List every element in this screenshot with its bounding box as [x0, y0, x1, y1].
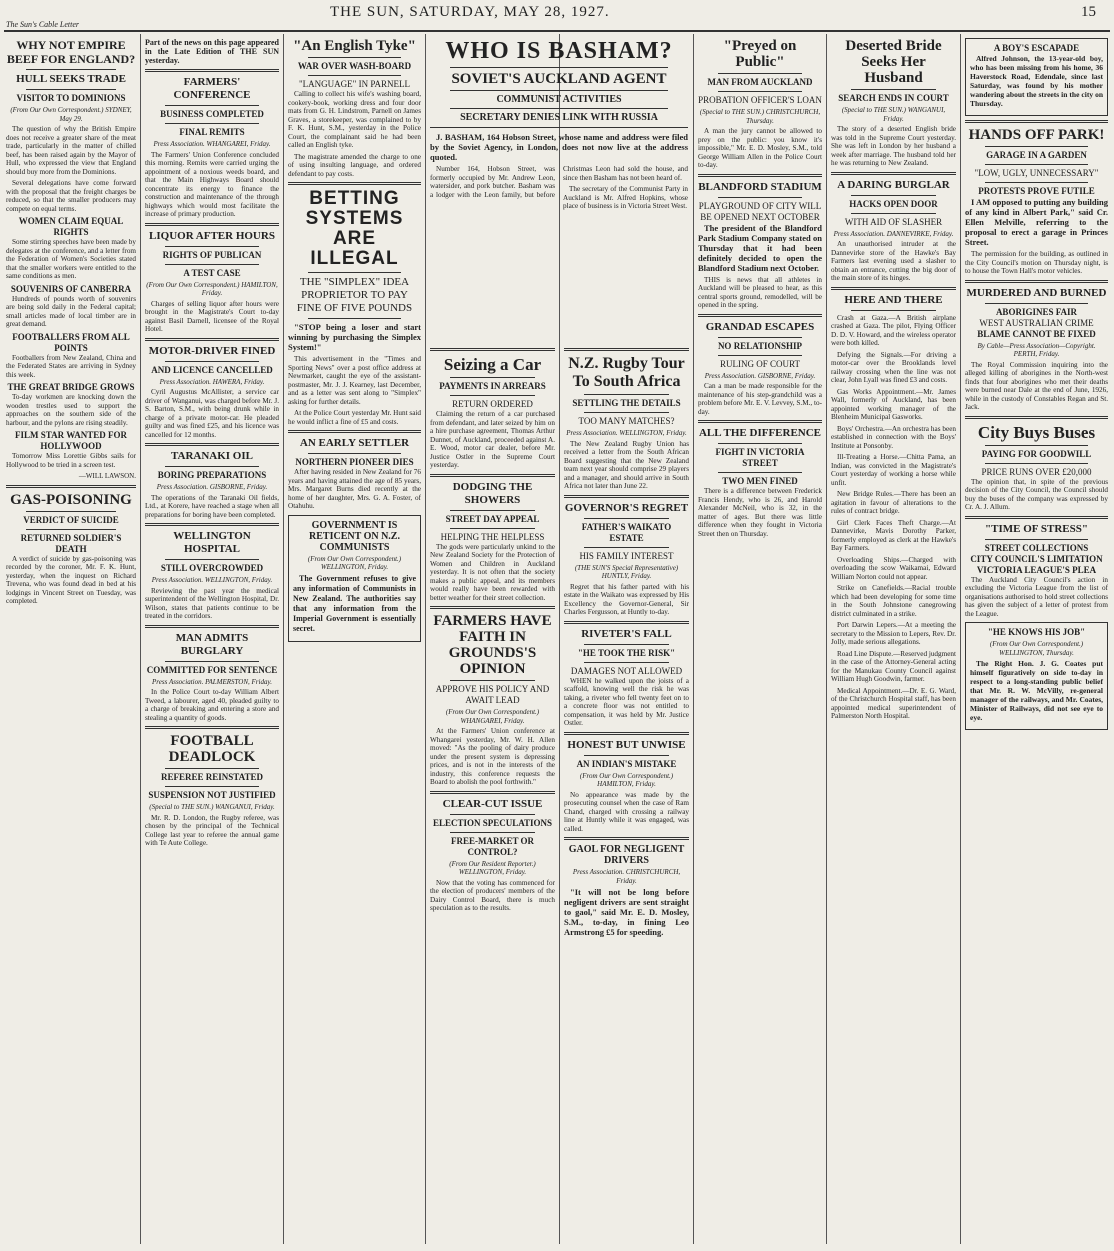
article-subheadline: HULL SEEKS TRADE — [16, 73, 126, 85]
article-subheadline: AND LICENCE CANCELLED — [151, 364, 273, 375]
article-paragraph: There is a difference between Frederick Francis Hendy, who is 26, and Harold Alexander McNeil, who is 32, in the matter of ages. But there was little difference when they fought in Victoria Street then on Thursday. — [698, 487, 822, 538]
article-paragraph: An unauthorised intruder at the Dannevirke store of the Hawke's Bay Farmers last evening used a slasher to obtain an entrance, cutting the big door of the main store of its hinges. — [831, 240, 956, 282]
article-headline: WHO IS BASHAM? — [445, 38, 673, 64]
news-brief: Strike on Canefields.—Racial trouble which had been developing for some time in the South Johnstone canegrowing district culminated in a strike. — [831, 584, 956, 618]
article-byline: Press Association. CHRISTCHURCH, Friday. — [572, 868, 681, 885]
article-paragraph: Charges of selling liquor after hours were brought in the Magistrate's Court to-day against Basil Darnell, licensee of the Royal Hotel. — [145, 299, 279, 333]
article-headline: LIQUOR AFTER HOURS — [149, 229, 275, 242]
masthead — [0, 0, 1114, 34]
article-paragraph: Tomorrow Miss Lorettie Gibbs sails for Hollywood to be tried in a screen test. — [6, 452, 136, 469]
article-subheadline: RULING OF COURT — [720, 358, 800, 369]
article-paragraph: Reviewing the past year the medical superintendent of the Wellington Hospital, Dr. Wilson, states that patients continue to be treated in the corridors. — [145, 586, 279, 620]
article-byline: (THE SUN'S Special Representative) HUNTLY, Friday. — [574, 563, 679, 580]
news-brief: Medical Appointment.—Dr. E. G. Ward, of the Christchurch Hospital staff, has been appointed medical superintendent of Palmerston North Hospital. — [831, 686, 956, 720]
article-paragraph: The magistrate amended the charge to one of using insulting language, and ordered defendant to pay costs. — [288, 152, 421, 178]
article-paragraph: A verdict of suicide by gas-poisoning was recorded by the coroner, Mr. F. K. Hunt, yesterday, when the inquest on Richard Trevena, who was found dead in bed at his lodgings in Vincent Street on Tuesday, was completed. — [6, 554, 136, 605]
article-paragraph: "It will not be long before negligent drivers are sent straight to gaol," said Mr. E. D. Mosley, S.M., to-day, in fining Leo Armstrong £5 for speeding. — [564, 887, 689, 937]
article-paragraph: At the Farmers' Union conference at Whangarei yesterday, Mr. W. H. Allen moved: "As the pooling of dairy produce under the present system is depressing prices, and is not in the interests of the industry, this conference requests the Board to abolish the pool forthwith." — [430, 727, 555, 786]
article-paragraph: THIS is news that all athletes in Auckland will be pleased to hear, as this central sports ground, remodelled, will be opened in the spring. — [698, 275, 822, 309]
article-paragraph: The Farmers' Union Conference concluded this morning. Remits were carried urging the appointment of a noxious weeds board, and that the Main Highways Board should concentrate its energy to finance the construction and maintenance of the through highways which would most facilitate the increase of primary production. — [145, 150, 279, 218]
article-lead: I AM opposed to putting any building of any kind in Albert Park," said Cr. Ellen Melville, referring to the proposal to erect a garage in Princes Street. — [965, 197, 1108, 247]
article-subheadline: RETURNED SOLDIER'S DEATH — [20, 532, 122, 554]
article-byline: (From Our Own Correspondent.) HAMILTON, Friday. — [146, 280, 278, 297]
article-headline: GOVERNOR'S REGRET — [564, 501, 689, 514]
basham-article — [430, 34, 688, 344]
article-byline: By Cable—Press Association—Copyright. PERTH, Friday. — [977, 341, 1096, 358]
article-paragraph: The Right Hon. J. G. Coates put himself figuratively on side to-day in respect to a long-standing public belief that Mr. R. W. McVilly, re-general manager of the railways, and Mr. Coates, Minister of Railways, did not see eye to eye. — [970, 659, 1103, 722]
article-subheadline: STREET COLLECTIONS — [984, 542, 1089, 553]
article-headline: WELLINGTON HOSPITAL — [173, 530, 251, 555]
article-paragraph: Some stirring speeches have been made by delegates at the conference, and a letter from the Federation of Women's Societies stated that the smaller workers were entitled to the same conditions as men. — [6, 238, 136, 280]
article-paragraph: Cyril Augustus McAllister, a service car driver of Wanganui, was charged before Mr. J. S. Barton, S.M., with being drunk while in charge of a private motor-car. He pleaded guilty and was fined £25, and his licence was cancelled for 12 months. — [145, 388, 279, 439]
news-brief: Overloading Ships.—Charged with overloading the scow Waikamai, Edward William Norton could not appear. — [831, 555, 956, 581]
column-5 — [564, 344, 689, 1244]
page-number: 15 — [1081, 4, 1096, 20]
article-paragraph: The secretary of the Communist Party in Auckland is Mr. Alfred Hopkins, whose place of business is in Victoria Street West. — [563, 185, 688, 210]
article-byline: (From Our Own Correspondent.) SYDNEY, May 29. — [10, 106, 132, 123]
article-byline: Press Association. WELLINGTON, Friday. — [566, 429, 687, 437]
news-brief: New Bridge Rules.—There has been an agitation in favour of alterations to the rules of contract bridge. — [831, 490, 956, 515]
article-paragraph: The Auckland City Council's action in excluding the Victoria League from the list of organisations authorised to hold street collections has given the subject of a letter of protest from the League. — [965, 575, 1108, 618]
article-paragraph: The story of a deserted English bride was told in the Supreme Court yesterday. She was left in London by her husband a week after marriage. The husband told her he was returning to New Zealand. — [831, 125, 956, 167]
article-headline: RIVETER'S FALL — [581, 627, 672, 640]
article-byline: (From Our Resident Reporter.) WELLINGTON, Friday. — [449, 859, 536, 876]
article-subheadline: SEARCH ENDS IN COURT — [838, 93, 949, 103]
article-subheadline: CITY COUNCIL'S LIMITATION — [970, 553, 1103, 564]
news-brief: Gas Works Appointment.—Mr. James Wall, formerly of Auckland, has been appointed working manager of the Blenheim Municipal Gasworks. — [831, 387, 956, 421]
article-headline: "HE KNOWS HIS JOB" — [987, 627, 1086, 637]
masthead-rule — [4, 30, 1110, 32]
article-subheadline: VICTORIA LEAGUE'S PLEA — [976, 564, 1097, 575]
article-paragraph: After having resided in New Zealand for 76 years and having attained the age of 85 years, Mrs. Margaret Burns died recently at the home of her daughter, Mrs. G. A. Foster, of Otahuhu. — [288, 468, 421, 510]
article-byline: (From Our Own Correspondent.) WELLINGTON, Friday. — [307, 554, 402, 571]
article-subheadline: PLAYGROUND OF CITY WILL BE OPENED NEXT OCTOBER — [698, 200, 822, 222]
article-headline: AN EARLY SETTLER — [299, 437, 410, 449]
article-subheadline: VERDICT OF SUICIDE — [23, 514, 119, 525]
article-byline: Press Association. DANNEVIRKE, Friday. — [833, 229, 954, 238]
article-subheadline: FREE-MARKET OR CONTROL? — [450, 835, 535, 857]
boy-escapade-box — [965, 38, 1108, 116]
article-headline: MOTOR-DRIVER FINED — [148, 344, 276, 357]
article-subheadline: DAMAGES NOT ALLOWED — [570, 665, 683, 676]
article-subheadline: THE "SIMPLEX" IDEA PROPRIETOR TO PAY FINE OF FIVE POUNDS — [296, 276, 413, 314]
column-divider — [826, 34, 827, 1244]
article-subheadline: WAR OVER WASH-BOARD — [297, 61, 412, 71]
news-brief: Defying the Signals.—For driving a motor-car over the Brooklands level railway crossing when the line was not clear, John Lyall was fined £3 and costs. — [831, 350, 956, 384]
article-headline: HERE AND THERE — [844, 293, 943, 306]
article-byline: (Special to THE SUN.) WANGANUI, Friday. — [149, 803, 275, 811]
article-lead: The president of the Blandford Park Stadium Company stated on Thursday that it had been definitely decided to open the Blandford Stadium next October. — [698, 222, 822, 273]
article-headline: TARANAKI OIL — [170, 450, 253, 462]
column-divider — [140, 34, 141, 1244]
edition-note: Part of the news on this page appeared in the Late Edition of THE SUN yesterday. — [145, 38, 279, 65]
article-subheadline: GARAGE IN A GARDEN — [986, 150, 1087, 160]
article-paragraph: No appearance was made by the prosecuting counsel when the case of Ram Chand, charged with crossing a railway line at Huntly while it was engaged, was called. — [564, 790, 689, 833]
article-paragraph: Hundreds of pounds worth of souvenirs are being sold daily in the Federal capital; small articles made of local timber are in great demand. — [6, 294, 136, 328]
article-subheadline: "HE TOOK THE RISK" — [577, 647, 676, 658]
article-subheadline: NORTHERN PIONEER DIES — [295, 457, 414, 467]
article-subheadline: HACKS OPEN DOOR — [849, 198, 938, 209]
article-headline: N.Z. Rugby Tour To South Africa — [568, 355, 685, 390]
article-headline: GAOL FOR NEGLIGENT DRIVERS — [568, 844, 685, 866]
news-brief: Port Darwin Lepers.—At a meeting the secretary to the Mission to Lepers, Rev. Dr. Jolly, made serious allegations. — [831, 621, 956, 646]
section-heading: FOOTBALLERS FROM ALL POINTS — [12, 331, 130, 353]
article-subheadline: SOVIET'S AUCKLAND AGENT — [451, 71, 667, 87]
article-headline: "An English Tyke" — [293, 38, 416, 54]
news-brief: Road Line Dispute.—Reserved judgment in the case of the Attorney-General acting for the Manukau County Council against William Hugh Goodwin, farmer. — [831, 649, 956, 683]
masthead-title: THE SUN, SATURDAY, MAY 28, 1927. — [330, 4, 610, 20]
article-headline: GAS-POISONING — [10, 491, 132, 508]
article-subheadline: RIGHTS OF PUBLICAN — [162, 249, 262, 260]
article-paragraph: Claiming the return of a car purchased from defendant, and later seized by him on a hire purchase agreement, Thomas Arthur Dunnet, of Auckland, proceeded against A. E. Wood, motor car dealer, before Mr. Justice Ostler in the Supreme Court yesterday. — [430, 410, 555, 469]
article-subheadline: "LANGUAGE" IN PARNELL — [298, 79, 410, 89]
article-headline: MURDERED AND BURNED — [966, 286, 1107, 299]
article-headline: CLEAR-CUT ISSUE — [442, 797, 543, 810]
article-subheadline: A TEST CASE — [183, 267, 241, 278]
article-subheadline: STILL OVERCROWDED — [160, 563, 264, 573]
column-7 — [831, 34, 956, 1244]
article-subheadline: SECRETARY DENIES LINK WITH RUSSIA — [460, 112, 658, 123]
article-paragraph: Mr. R. D. London, the Rugby referee, was chosen by the principal of the Technical College last year to referee the annual game with Te Aute College. — [145, 813, 279, 847]
article-paragraph: Footballers from New Zealand, China and the Federated States are arriving in Sydney this week. — [6, 353, 136, 379]
article-byline: Press Association. PALMERSTON, Friday. — [152, 677, 272, 686]
section-heading: FILM STAR WANTED FOR HOLLYWOOD — [15, 430, 127, 451]
column-8 — [965, 34, 1108, 1244]
article-paragraph: Now that the voting has commenced for the election of producers' members of the Dairy Control Board, there is much speculation as to the results. — [430, 878, 555, 912]
article-paragraph: Can a man be made responsible for the maintenance of his step-grandchild was a problem before Mr. E. V. Levvey, S.M., to-day. — [698, 382, 822, 416]
news-brief: Boys' Orchestra.—An orchestra has been established in connection with the Boys' Institute at Ponsonby. — [831, 424, 956, 450]
article-subheadline: COMMUNIST ACTIVITIES — [496, 94, 622, 105]
article-paragraph: Alfred Johnson, the 13-year-old boy, who has been missing from his home, 36 Haverstock Road, Edendale, since last Saturday, was found by his mother wandering about the streets in the city on Thursday. — [970, 54, 1103, 108]
article-paragraph: The permission for the building, as outlined in the City Council's motion on Thursday night, is to house the Town Hall's motor vehicles. — [965, 250, 1108, 275]
article-byline: (Special to THE SUN.) WANGANUI, Friday. — [841, 106, 946, 123]
government-box — [288, 515, 421, 642]
article-lead: "STOP being a loser and start winning by purchasing the Simplex System!" — [288, 322, 421, 352]
article-signature: —WILL LAWSON. — [78, 472, 136, 480]
article-paragraph: In the Police Court to-day William Albert Tweed, a labourer, aged 40, pleaded guilty to a charge of breaking and entering a store and stealing a quantity of goods. — [145, 688, 279, 722]
article-subheadline: WITH AID OF SLASHER — [844, 216, 943, 227]
article-headline: FOOTBALL DEADLOCK — [168, 733, 256, 765]
article-byline: Press Association. WELLINGTON, Friday. — [151, 576, 273, 584]
section-heading: WOMEN CLAIM EQUAL RIGHTS — [18, 216, 124, 237]
article-headline: City Buys Buses — [977, 422, 1096, 442]
article-headline: Deserted Bride Seeks Her Husband — [845, 38, 942, 86]
article-headline: GOVERNMENT IS RETICENT ON N.Z. COMMUNISTS — [309, 519, 400, 553]
article-subheadline: PROBATION OFFICER'S LOAN — [698, 95, 822, 105]
column-2 — [145, 34, 279, 1244]
article-paragraph: The New Zealand Rugby Union has received a letter from the South African Board suggesting that the New Zealand team next year should comprise 29 players and a manager, and should arrive in South Africa not later than June 22. — [564, 439, 689, 490]
article-paragraph: This advertisement in the "Times and Sporting News" over a post office address at Newmarket, caught the eye of the assistant-postmaster, Mr. J. J. Kearney, last December, and as a letter was sent along to "Simplex" asking for further details. — [288, 355, 421, 406]
article-subheadline: MAN FROM AUCKLAND — [707, 77, 813, 87]
article-subheadline: ELECTION SPECULATIONS — [432, 817, 553, 828]
article-paragraph: The question of why the British Empire does not receive a greater share of the meat trade, particularly in the matter of chilled beef, has been raised again by the Mayor of Hull, who expressed the view that England should buy more from the Dominions. — [6, 125, 136, 176]
article-headline: DODGING THE SHOWERS — [452, 480, 533, 506]
article-headline: BLANDFORD STADIUM — [698, 180, 822, 193]
article-subheadline: TOO MANY MATCHES? — [578, 416, 675, 426]
article-subheadline: APPROVE HIS POLICY AND AWAIT LEAD — [435, 684, 550, 705]
column-divider — [425, 34, 426, 1244]
column-6 — [698, 34, 822, 1244]
column-4 — [430, 344, 555, 1244]
section-heading: THE GREAT BRIDGE GROWS — [7, 382, 135, 392]
article-byline: (Special to THE SUN.) CHRISTCHURCH, Thursday. — [699, 108, 821, 125]
article-subheadline: REFEREE REINSTATED — [161, 772, 263, 782]
news-brief: Girl Clerk Faces Theft Charge.—At Dannevirke, Mavis Dorothy Parker, formerly employed as clerk at the Hawke's Bay Farmers. — [831, 518, 956, 552]
article-byline: Press Association. WHANGAREI, Friday. — [153, 140, 271, 148]
article-paragraph: The Royal Commission inquiring into the alleged killing of aborigines in the North-west finds that four aborigines who met their deaths were burned near Dale at the end of June, 1926, while in the custody of Constables Regan and St. Jack. — [965, 360, 1108, 411]
article-headline: BETTING SYSTEMS ARE ILLEGAL — [305, 188, 404, 269]
article-subheadline: AN INDIAN'S MISTAKE — [576, 758, 677, 769]
article-headline: Seizing a Car — [443, 355, 542, 374]
article-headline: "Preyed on Public" — [723, 38, 797, 70]
article-subheadline: HELPING THE HELPLESS — [440, 531, 545, 542]
article-subheadline: COMMITTED FOR SENTENCE — [146, 664, 278, 675]
section-tag: The Sun's Cable Letter — [6, 20, 80, 29]
article-subheadline: PROTESTS PROVE FUTILE — [978, 186, 1095, 196]
article-byline: Press Association. HAWERA, Friday. — [159, 377, 265, 386]
article-byline: (From Our Own Correspondent.) WELLINGTON, Thursday. — [989, 640, 1084, 657]
news-brief: Crash at Gaza.—A British airplane crashed at Gaza. The pilot, Flying Officer D. D. V. Howard, and the wireless operator were both killed. — [831, 313, 956, 347]
article-subheadline: FIGHT IN VICTORIA STREET — [715, 447, 805, 468]
column-divider — [693, 34, 694, 1244]
article-byline: (From Our Own Correspondent.) WHANGAREI, Friday. — [445, 708, 540, 725]
column-1 — [6, 34, 136, 1244]
article-paragraph: WHEN he walked upon the joists of a scaffold, knowing well the risk he was taking, a riveter who fell twenty feet on to a concrete floor was not entitled to compensation, it was held by Mr. Justice Ostler. — [564, 676, 689, 727]
article-subheadline: PAYING FOR GOODWILL — [981, 448, 1092, 459]
article-headline: "TIME OF STRESS" — [985, 522, 1088, 535]
article-paragraph: A man the jury cannot be allowed to prey on the public: you know it's impossible," Mr. E. D. Mosley, S.M., told George William Allen in the Police Court to-day. — [698, 127, 822, 169]
article-byline: Press Association. GISBORNE, Friday. — [156, 483, 268, 491]
knows-his-job-box — [965, 622, 1108, 730]
article-paragraph: Calling to collect his wife's washing board, cookery-book, working dress and four door mats from G. H. Lindstrom, Parnell on James Graves, a storekeeper, was complained to by F. K. Hunt, S.M., yesterday in the Police Court, the complainant said he had been called an English tyke. — [288, 90, 421, 149]
article-headline: FARMERS' CONFERENCE — [173, 76, 251, 101]
article-headline: HANDS OFF PARK! — [968, 127, 1105, 143]
article-subheadline: FATHER'S WAIKATO ESTATE — [581, 521, 672, 543]
article-subheadline: TWO MEN FINED — [722, 476, 798, 486]
article-subheadline: VISITOR TO DOMINIONS — [16, 93, 126, 103]
article-paragraph: Number 164, Hobson Street, was formerly occupied by Mr. Andrew Leon, watersider, and pork butcher. Basham was a lodger with the Leon family, but before Christmas Leon had sold the house, and since then Basham has not been heard of. — [430, 165, 688, 199]
article-lead: J. BASHAM, 164 Hobson Street, whose name and address were filed by the Soviet Agency, in London, does not now live at the address quoted. — [430, 132, 688, 162]
article-subheadline: PRICE RUNS OVER £20,000 — [981, 466, 1092, 477]
article-paragraph: The operations of the Taranaki Oil fields, Ltd., at Korere, have reached a stage when all preparations for boring have been completed. — [145, 493, 279, 519]
article-subheadline: STREET DAY APPEAL — [445, 513, 540, 524]
article-paragraph: The gods were particularly unkind to the New Zealand Society for the Protection of Women and Children in Auckland yesterday. It is not often that the society makes a public appeal, and its members would really have been rewarded with better weather for their street collection. — [430, 542, 555, 602]
article-paragraph: At the Police Court yesterday Mr. Hunt said he would inflict a fine of £5 and costs. — [288, 409, 421, 426]
article-headline: A DARING BURGLAR — [837, 178, 950, 191]
article-paragraph: Regret that his father parted with his estate in the Waikato was expressed by His Excellency the Governor-General, Sir Charles Fergusson, at Huntly to-day. — [564, 582, 689, 616]
article-subheadline: SUSPENSION NOT JUSTIFIED — [148, 790, 276, 800]
article-paragraph: Several delegations have come forward with the proposal that the freight charges be reduced, so that the smaller producers may compete on equal terms. — [6, 179, 136, 213]
article-subheadline: "LOW, UGLY, UNNECESSARY" — [974, 168, 1099, 178]
article-subheadline: PAYMENTS IN ARREARS — [439, 381, 546, 391]
article-headline: WHY NOT EMPIRE BEEF FOR ENGLAND? — [6, 38, 136, 66]
column-divider — [960, 34, 961, 1244]
article-subheadline: NO RELATIONSHIP — [717, 340, 803, 351]
article-byline: Press Association. GISBORNE, Friday. — [704, 371, 816, 380]
column-divider — [283, 34, 284, 1244]
article-headline: ALL THE DIFFERENCE — [698, 427, 822, 439]
news-brief: Ill-Treating a Horse.—Chitta Pama, an Indian, was convicted in the Magistrate's Court yesterday of working a horse while unfit. — [831, 453, 956, 487]
article-paragraph: The Government refuses to give any information of Communists in New Zealand. The authorities say that any information from the Imperial Government is essentially secret. — [293, 573, 416, 633]
article-subheadline: BORING PREPARATIONS — [157, 470, 267, 480]
article-subheadline: ABORIGINES FAIR — [995, 306, 1078, 317]
article-subheadline: BUSINESS COMPLETED — [160, 109, 264, 119]
article-subheadline: RETURN ORDERED — [452, 399, 533, 409]
article-subheadline: BLAME CANNOT BE FIXED — [977, 328, 1096, 339]
article-paragraph: To-day workmen are knocking down the wooden trestles used to support the approaches on the southern side of the harbour, and the pylons are rising steadily. — [6, 393, 136, 427]
article-headline: FARMERS HAVE FAITH IN GROUNDS'S OPINION — [433, 613, 552, 677]
section-heading: SOUVENIRS OF CANBERRA — [10, 283, 132, 294]
article-paragraph: The opinion that, in spite of the previous decision of the City Council, the Council should buy the buses of the company was expressed by Cr. A. J. Allum. — [965, 477, 1108, 511]
article-byline: (From Our Own Correspondent.) HAMILTON, Friday. — [579, 771, 674, 788]
article-subheadline: FINAL REMITS — [179, 127, 245, 137]
article-subheadline: SETTLING THE DETAILS — [572, 398, 681, 408]
article-subheadline: WEST AUSTRALIAN CRIME — [979, 317, 1094, 328]
article-headline: GRANDAD ESCAPES — [705, 320, 815, 333]
article-headline: MAN ADMITS BURGLARY — [175, 631, 249, 657]
article-subheadline: HIS FAMILY INTEREST — [579, 550, 674, 561]
article-headline: A BOY'S ESCAPADE — [993, 43, 1080, 53]
article-headline: HONEST BUT UNWISE — [567, 738, 686, 751]
column-3 — [288, 34, 421, 1244]
